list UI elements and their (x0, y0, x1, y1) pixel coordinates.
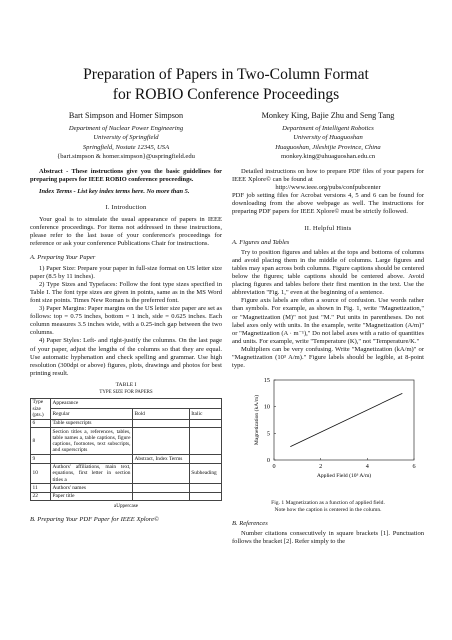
y-axis-label: Magnetization (kA/m) (254, 395, 260, 446)
type-size-table (30, 398, 222, 501)
subsection-heading: B. Preparing Your PDF Paper for IEEE Xplore© (30, 516, 159, 524)
author-email: monkey.king@uhuaguoshan.edu.cn (280, 152, 376, 160)
pdf-instructions-paragraph: Detailed instructions on how to prepare PDF files of your papers for IEEE Xplore© can be found at (232, 168, 424, 184)
figure-caption: Fig. 1 Magnetization as a function of applied field. (271, 500, 385, 507)
subsection-heading: A. Preparing Your Paper (30, 254, 96, 262)
table-header-italic: Italic (189, 409, 221, 419)
y-tick-label: 5 (266, 430, 270, 438)
author-university: University of Huaguoshan (293, 134, 363, 142)
left-column (30, 168, 222, 526)
subsection-heading: B. References (232, 519, 268, 527)
section-heading-hints: II. Helpful Hints (304, 224, 352, 232)
author-names: Monkey King, Bajie Zhu and Seng Tang (261, 111, 395, 120)
title-line-2: for ROBIO Conference Proceedings (112, 86, 340, 103)
table-row: 8 Section titles a, references, tables, table names a, table captions, figure captions, footnotes, text subscripts, and superscripts (31, 428, 222, 455)
title-line-1: Preparation of Papers in Two-Column Format (83, 66, 369, 83)
magnetization-chart (232, 374, 424, 482)
table-footnote: aUppercase (113, 503, 139, 510)
x-tick-label: 6 (412, 463, 416, 471)
table-row: 11 Authors' names (31, 484, 222, 492)
paragraph-axis-labels: Figure axis labels are often a source of confusion. Use words rather than symbols. For example, as shown in Fig. 1, write "Magnetization," or "Magnetization (M)" not just "M." Put units in parentheses. Do not label axes only with units. In the example, write "Magnetization (A/m)" or "Magnetization (A · m⁻¹)," Do not label axes with a ratio of quantities and units. For example, write "Temperature (K)," not "Temperature/K." (232, 297, 424, 345)
author-department: Department of Intelligent Robotics (282, 125, 374, 133)
author-department: Department of Nuclear Power Engineering (68, 125, 184, 133)
y-tick-label: 10 (263, 403, 270, 411)
right-column (232, 168, 424, 546)
author-address: Springfield, Nostate 12345, USA (82, 143, 170, 151)
figure-1 (232, 374, 424, 500)
url-link[interactable]: http://www.ieee.org/pubs/confpubcenter (275, 184, 381, 192)
x-axis-label: Applied Field (10³ A/m) (316, 473, 372, 480)
plot-frame (274, 380, 414, 460)
table-caption-title: TYPE SIZE FOR PAPERS (99, 389, 153, 395)
section-heading-introduction: I. Introduction (105, 204, 147, 211)
paragraph-references: Number citations consecutively in square brackets [1]. Punctuation follows the bracket [2]. Refer simply to the (232, 529, 424, 545)
x-tick-label: 2 (319, 463, 323, 471)
y-tick-label: 0 (266, 457, 270, 465)
author-university: University of Springfield (93, 134, 159, 142)
author-block-right (232, 111, 424, 161)
subsection-heading: A. Figures and Tables (232, 238, 290, 246)
table-row: 10 Authors' affiliations, main text, equations, first letter in section titles a Subheading (31, 463, 222, 484)
index-terms: Index Terms - List key index terms here. No more than 5. (39, 188, 190, 195)
paragraph-styles: 4) Paper Styles: Left- and right-justify the columns. On the last page of your paper, adjust the lengths of the columns so that they are equal. Use automatic hyphenation and check spelling and grammar. Use high resolution (300dpi or above) figures, plots, drawings and photos for best printing result. (30, 337, 222, 377)
paragraph-figures: Try to position figures and tables at the tops and bottoms of columns and avoid placing them in the middle of columns. Large figures and tables may span across both columns. Figure captions should be centered below the figures; table captions should be centered above. Avoid placing figures and tables before their first mention in the text. Use the abbreviation "Fig. 1," even at the beginning of a sentence. (232, 248, 424, 297)
table-row: 22 Paper title (31, 492, 222, 500)
abstract: Abstract - These instructions give you the basic guidelines for preparing papers for IEEE ROBIO conference proceedings. (30, 168, 222, 183)
table-row: 9 Abstract, Index Terms (31, 455, 222, 463)
author-address: Huaguoshan, Jileshijie Province, China (275, 143, 381, 151)
paragraph-multipliers: Multipliers can be very confusing. Write "Magnetization (kA/m)" or "Magnetization (10³ A/m)." Figure labels should be legible, at 8-point type. (232, 345, 424, 370)
table-header-regular: Regular (51, 409, 133, 419)
x-tick-label: 0 (272, 463, 276, 471)
table-row: 6 Table superscripts (31, 419, 222, 427)
series-line (290, 393, 402, 446)
y-tick-label: 15 (263, 377, 270, 385)
table-header-bold: Bold (133, 409, 190, 419)
table-header-size: Type size (pts.) (31, 398, 51, 419)
author-names: Bart Simpson and Homer Simpson (68, 111, 184, 120)
figure-caption-note: Note how the caption is centered in the column. (274, 506, 382, 513)
paper-title (0, 65, 452, 105)
table-caption-number: TABLE I (115, 381, 137, 388)
paragraph-type-sizes: 2) Type Sizes and Typefaces: Follow the font type sizes specified in Table I. The font type sizes are given in points, same as in the MS Word font size points. Times New Roman is the preferred font. (30, 280, 222, 304)
table-header-appearance: Appearance (51, 398, 222, 408)
x-tick-label: 4 (365, 463, 369, 471)
intro-paragraph: Your goal is to simulate the usual appearance of papers in IEEE conference proceedings. For items not addressed in these instructions, please refer to the last issue of your conference's proceedings for reference or ask your conference Publications Chair for instructions. (30, 216, 222, 248)
paragraph-margins: 3) Paper Margins: Paper margins on the US letter size paper are set as follows: top = 0.75 inches, bottom = 1 inch, side = 0.625 inches. Each column measures 3.5 inches wide, with a 0.25-inch gap between the two columns. (30, 305, 222, 337)
pdf-settings-paragraph: PDF job setting files for Acrobat versions 4, 5 and 6 can be found for downloading from the above webpage as well. The instructions for preparing PDF papers for IEEE Xplore© must be strictly followed. (232, 192, 424, 216)
author-block-left (30, 111, 222, 161)
author-email: {bart.simpson & homer.simpson}@uspringfield.edu (57, 152, 195, 160)
paragraph-paper-size: 1) Paper Size: Prepare your paper in full-size format on US letter size paper (8.5 by 11 inches). (30, 264, 222, 280)
